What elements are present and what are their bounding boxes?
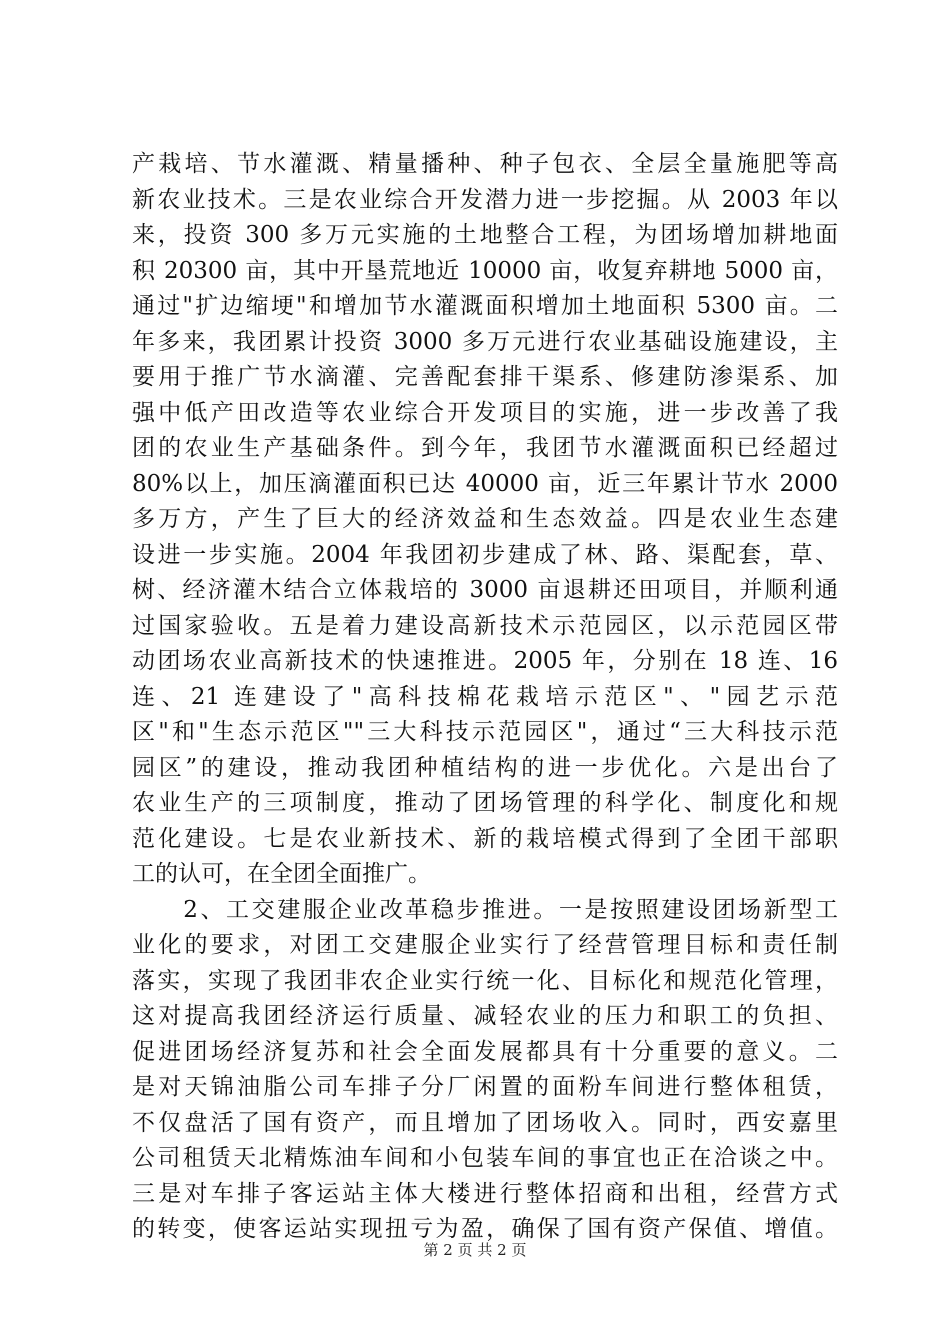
text-line: 的转变，使客运站实现扭亏为盈，确保了国有资产保值、增值。: [132, 1216, 838, 1242]
text-line: 过国家验收。五是着力建设高新技术示范园区，以示范园区带: [132, 612, 838, 639]
text-line: 树、经济灌木结合立体栽培的 3000 亩退耕还田项目，并顺利通: [132, 577, 838, 603]
text-line: 强中低产田改造等农业综合开发项目的实施，进一步改善了我: [132, 399, 838, 426]
text-line: 来，投资 300 多万元实施的土地整合工程，为团场增加耕地面: [132, 222, 838, 248]
text-line: 三是对车排子客运站主体大楼进行整体招商和出租，经营方式: [132, 1180, 838, 1207]
text-line: 工的认可，在全团全面推广。: [132, 861, 431, 887]
text-line: 园区”的建设，推动我团种植结构的进一步优化。六是出台了: [132, 754, 838, 781]
text-line: 动团场农业高新技术的快速推进。2005 年，分别在 18 连、16: [132, 648, 838, 674]
document-body: [132, 147, 838, 1248]
text-line: 80%以上，加压滴灌面积已达 40000 亩，近三年累计节水 2000: [132, 470, 838, 497]
text-line: 公司租赁天北精炼油车间和小包装车间的事宜也正在洽谈之中。: [132, 1145, 838, 1171]
text-line: 产栽培、节水灌溉、精量播种、种子包衣、全层全量施肥等高: [132, 151, 838, 177]
text-line: 业化的要求，对团工交建服企业实行了经营管理目标和责任制: [132, 932, 838, 958]
text-line: 范化建设。七是农业新技术、新的栽培模式得到了全团干部职: [132, 825, 838, 852]
text-line: 落实，实现了我团非农企业实行统一化、目标化和规范化管理，: [132, 967, 838, 994]
text-line: 区"和"生态示范区""三大科技示范园区"，通过“三大科技示范: [132, 719, 838, 745]
text-line: 积 20300 亩，其中开垦荒地近 10000 亩，收复弃耕地 5000 亩，: [132, 257, 838, 284]
text-line: 新农业技术。三是农业综合开发潜力进一步挖掘。从 2003 年以: [132, 186, 838, 213]
text-line: 年多来，我团累计投资 3000 多万元进行农业基础设施建设，主: [132, 328, 838, 355]
text-line: 不仅盘活了国有资产，而且增加了团场收入。同时，西安嘉里: [132, 1109, 838, 1136]
text-line: 要用于推广节水滴灌、完善配套排干渠系、修建防渗渠系、加: [132, 364, 838, 390]
text-line: 这对提高我团经济运行质量、减轻农业的压力和职工的负担、: [132, 1003, 838, 1029]
text-line: 连、21 连建设了"高科技棉花栽培示范区"、"园艺示范: [132, 683, 838, 710]
text-line: 通过"扩边缩埂"和增加节水灌溉面积增加土地面积 5300 亩。二: [132, 293, 838, 319]
text-line: 是对天锦油脂公司车排子分厂闲置的面粉车间进行整体租赁，: [132, 1074, 838, 1100]
text-line: 促进团场经济复苏和社会全面发展都具有十分重要的意义。二: [132, 1038, 838, 1065]
text-line: 团的农业生产基础条件。到今年，我团节水灌溉面积已经超过: [132, 435, 838, 461]
text-line: 设进一步实施。2004 年我团初步建成了林、路、渠配套，草、: [132, 541, 838, 568]
text-line: 多万方，产生了巨大的经济效益和生态效益。四是农业生态建: [132, 506, 838, 532]
page-footer: 第 2 页 共 2 页: [423, 1241, 527, 1259]
text-line: 2、工交建服企业改革稳步推进。一是按照建设团场新型工: [132, 896, 838, 923]
text-line: 农业生产的三项制度，推动了团场管理的科学化、制度化和规: [132, 790, 838, 816]
